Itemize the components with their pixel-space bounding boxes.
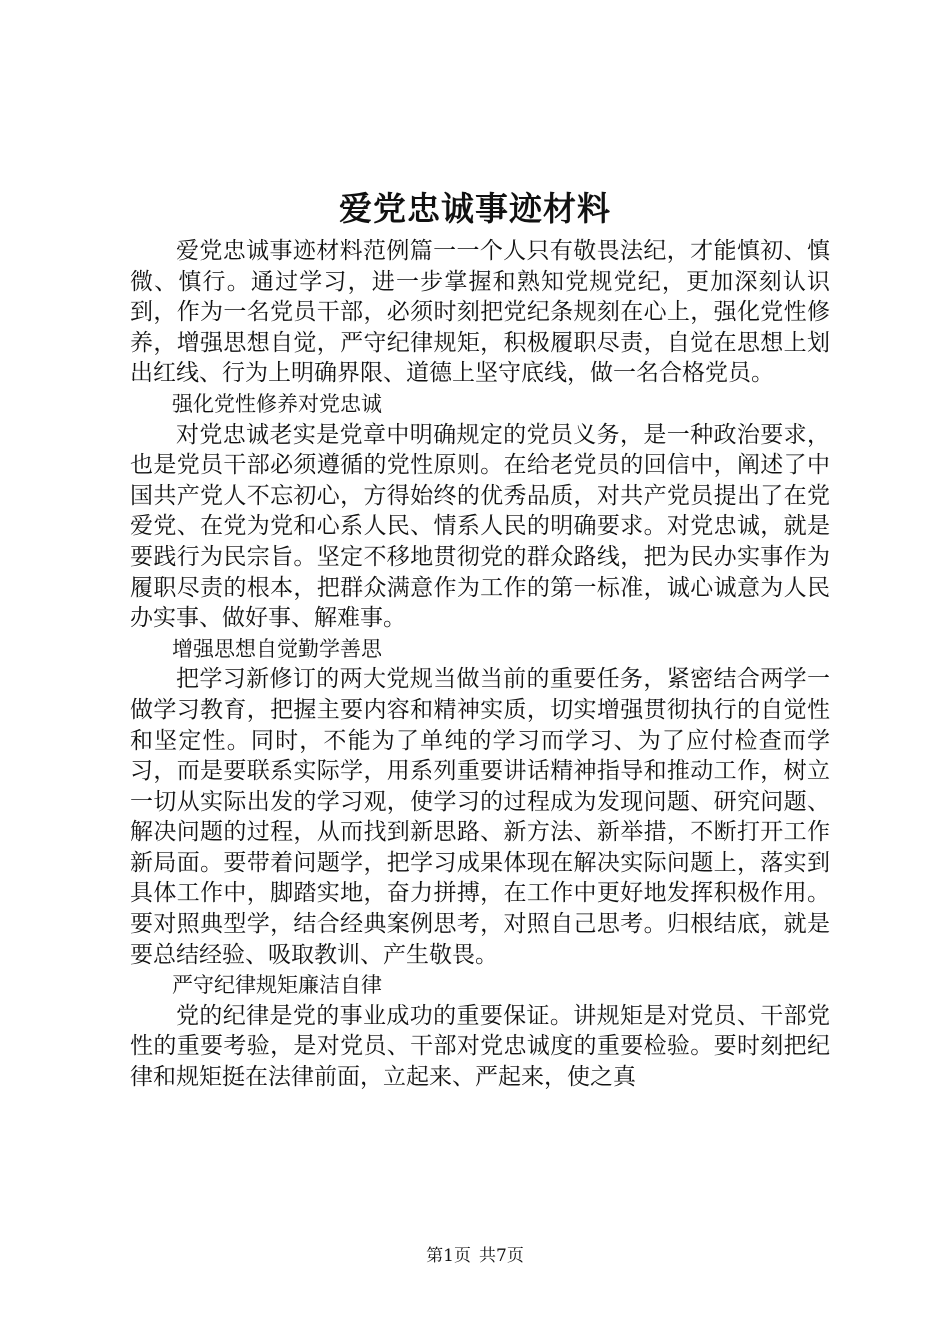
paragraph-section-2: 把学习新修订的两大党规当做当前的重要任务，紧密结合两学一做学习教育，把握主要内容和精神实质，切实增强贯彻执行的自觉性和坚定性。同时，不能为了单纯的学习而学习、为了应付检查而学习，而是要联系实际学，用系列重要讲话精神指导和推动工作，树立一切从实际出发的学习观，使学习的过程成为发现问题、研究问题、解决问题的过程，从而找到新思路、新方法、新举措，不断打开工作新局面。要带着问题学，把学习成果体现在解决实际问题上，落实到具体工作中，脚踏实地，奋力拼搏，在工作中更好地发挥积极作用。要对照典型学，结合经典案例思考，对照自己思考。归根结底，就是要总结经验、吸取教训、产生敬畏。 (130, 666, 830, 968)
paragraph-intro: 爱党忠诚事迹材料范例篇一一个人只有敬畏法纪，才能慎初、慎微、慎行。通过学习，进一步掌握和熟知党规党纪，更加深刻认识到，作为一名党员干部，必须时刻把党纪条规刻在心上，强化党性修养，增强思想自觉，严守纪律规矩，积极履职尽责，自觉在思想上划出红线、行为上明确界限、道德上坚守底线，做一名合格党员。 (130, 238, 830, 387)
page-footer (0, 1244, 950, 1268)
page-total: 共7页 (479, 1246, 524, 1266)
section-heading-3: 严守纪律规矩廉洁自律 (172, 973, 382, 998)
document-title: 爱党忠诚事迹材料 (339, 189, 611, 228)
page-number: 第1页 (426, 1246, 471, 1266)
paragraph-section-1: 对党忠诚老实是党章中明确规定的党员义务，是一种政治要求，也是党员干部必须遵循的党性原则。在给老党员的回信中，阐述了中国共产党人不忘初心，方得始终的优秀品质，对共产党员提出了在党爱党、在党为党和心系人民、情系人民的明确要求。对党忠诚，就是要践行为民宗旨。坚定不移地贯彻党的群众路线，把为民办实事作为履职尽责的根本，把群众满意作为工作的第一标准，诚心诚意为人民办实事、做好事、解难事。 (130, 421, 830, 632)
section-heading-1: 强化党性修养对党忠诚 (172, 391, 382, 416)
document-body (130, 236, 830, 1093)
section-heading-2: 增强思想自觉勤学善思 (172, 636, 382, 661)
paragraph-section-3: 党的纪律是党的事业成功的重要保证。讲规矩是对党员、干部党性的重要考验，是对党员、干部对党忠诚度的重要检验。要时刻把纪律和规矩挺在法律前面，立起来、严起来，使之真 (130, 1002, 830, 1091)
